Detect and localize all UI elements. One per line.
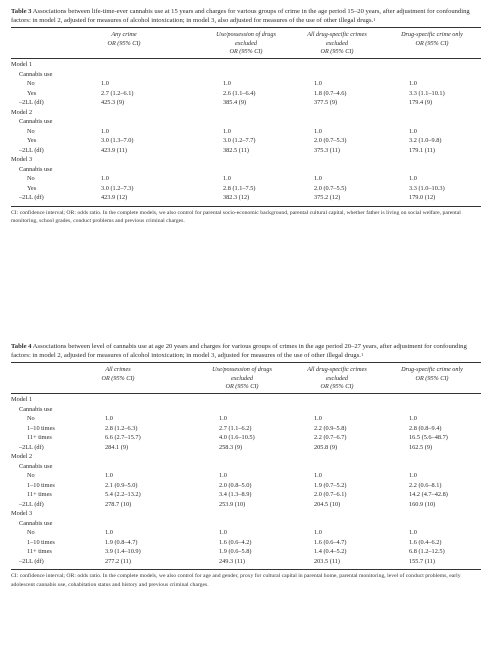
- table-row: [11, 156, 481, 166]
- table-cell: 1.6 (0.4–6.2): [409, 538, 442, 546]
- table-body: [11, 396, 481, 567]
- row-label: No: [27, 529, 35, 537]
- table-cell: 1.0: [409, 415, 417, 423]
- table-row: [11, 71, 481, 81]
- row-label: No: [27, 80, 35, 88]
- column-header: [397, 31, 467, 47]
- table-row: [11, 90, 481, 100]
- row-label: No: [27, 415, 35, 423]
- table-row: [11, 61, 481, 71]
- table-cell: 1.0: [223, 127, 231, 135]
- row-label: Cannabis use: [19, 519, 53, 527]
- table-cell: 1.0: [223, 175, 231, 183]
- table-cell: 1.4 (0.4–5.2): [314, 548, 347, 556]
- table-cell: 2.2 (0.9–5.8): [314, 424, 347, 432]
- row-label: –2LL (df): [19, 99, 44, 107]
- table-cell: 3.0 (1.2–7.7): [223, 137, 256, 145]
- row-label: No: [27, 175, 35, 183]
- column-subtitle: OR (95% CI): [101, 374, 135, 382]
- caption-text: Associations between level of cannabis use at age 20 years and charges for various groups of crimes in the age period 20–27 years, after adjustment for confounding factors: in model 2, adjusted for measures of alcohol intoxication; in model 3, adjusted for measures of the use of other illegal drugs.: [11, 343, 467, 359]
- table-row: [11, 482, 481, 492]
- table-cell: 5.4 (2.2–13.2): [105, 491, 141, 499]
- row-label: Cannabis use: [19, 405, 53, 413]
- footnote-marker: 1: [373, 16, 376, 22]
- table-cell: 2.0 (0.7–5.5): [314, 184, 347, 192]
- table-cell: 2.0 (0.7–6.1): [314, 491, 347, 499]
- row-label: Model 3: [11, 510, 33, 518]
- table-row: [11, 147, 481, 157]
- column-header: [83, 366, 153, 382]
- column-subtitle: OR (95% CI): [107, 39, 141, 47]
- table-row: [11, 501, 481, 511]
- table-cell: 203.5 (11): [314, 557, 340, 565]
- column-title: Any crime: [111, 31, 137, 39]
- table-row: [11, 80, 481, 90]
- table-cell: 253.9 (10): [219, 500, 246, 508]
- table-cell: 375.3 (11): [314, 146, 340, 154]
- row-label: Cannabis use: [19, 462, 53, 470]
- table-cell: 258.3 (9): [219, 443, 243, 451]
- table-row: [11, 185, 481, 195]
- row-label: 11+ times: [27, 548, 52, 556]
- table-cell: 3.9 (1.4–10.9): [105, 548, 141, 556]
- table-caption: [11, 343, 481, 360]
- table-cell: 1.0: [105, 415, 113, 423]
- table-cell: 277.2 (11): [105, 557, 131, 565]
- table-cell: 1.9 (0.7–5.2): [314, 481, 347, 489]
- table-row: [11, 415, 481, 425]
- row-label: 1–10 times: [27, 424, 55, 432]
- row-label: 1–10 times: [27, 481, 55, 489]
- column-subtitle: OR (95% CI): [415, 374, 449, 382]
- row-label: Cannabis use: [19, 165, 53, 173]
- table-row: [11, 510, 481, 520]
- table-cell: 1.0: [105, 472, 113, 480]
- table-cell: 1.0: [101, 127, 109, 135]
- header-rule: [11, 393, 481, 394]
- table-cell: 1.0: [314, 127, 322, 135]
- table-row: [11, 109, 481, 119]
- table-cell: 377.5 (9): [314, 99, 338, 107]
- table-cell: 425.3 (9): [101, 99, 125, 107]
- row-label: Yes: [27, 137, 37, 145]
- table-cell: 155.7 (11): [409, 557, 435, 565]
- table-cell: 2.2 (0.7–6.7): [314, 434, 347, 442]
- table-cell: 1.0: [219, 529, 227, 537]
- table-row: [11, 539, 481, 549]
- column-subtitle: OR (95% CI): [320, 382, 354, 390]
- row-label: Model 2: [11, 453, 33, 461]
- table-cell: 1.0: [314, 472, 322, 480]
- table-row: [11, 472, 481, 482]
- table-row: [11, 137, 481, 147]
- bottom-rule: [11, 569, 481, 570]
- table-row: [11, 434, 481, 444]
- footnote-marker: 1: [360, 351, 364, 357]
- table-cell: 1.0: [314, 415, 322, 423]
- table-cell: 4.0 (1.6–10.5): [219, 434, 255, 442]
- table-cell: 2.8 (0.8–9.4): [409, 424, 442, 432]
- table-row: [11, 444, 481, 454]
- table-cell: 2.1 (0.9–5.0): [105, 481, 138, 489]
- table-cell: 1.0: [219, 415, 227, 423]
- row-label: Model 3: [11, 156, 33, 164]
- table-row: [11, 99, 481, 109]
- table-cell: 1.0: [409, 529, 417, 537]
- table-row: [11, 425, 481, 435]
- table-cell: 385.4 (9): [223, 99, 247, 107]
- table-row: [11, 548, 481, 558]
- table-cell: 1.0: [409, 175, 417, 183]
- column-headers: [11, 365, 481, 391]
- table-cell: 3.4 (1.3–8.9): [219, 491, 252, 499]
- column-header: [207, 366, 277, 391]
- table-body: [11, 61, 481, 204]
- top-rule: [11, 362, 481, 363]
- row-label: –2LL (df): [19, 146, 44, 154]
- table-number: Table 4: [11, 343, 32, 350]
- table-cell: 2.2 (0.6–8.1): [409, 481, 442, 489]
- row-label: 11+ times: [27, 434, 52, 442]
- column-header: [89, 31, 159, 47]
- table-cell: 284.1 (9): [105, 443, 129, 451]
- table-cell: 382.3 (12): [223, 194, 250, 202]
- row-label: No: [27, 472, 35, 480]
- column-header: [397, 366, 467, 382]
- table-cell: 16.5 (5.6–48.7): [409, 434, 448, 442]
- table-caption: [11, 8, 481, 25]
- table-cell: 2.8 (1.1–7.5): [223, 184, 256, 192]
- table-row: [11, 520, 481, 530]
- table-cell: 1.0: [409, 472, 417, 480]
- table-row: [11, 128, 481, 138]
- table-row: [11, 175, 481, 185]
- column-title: Use/possession of drugs excluded: [212, 366, 272, 382]
- table-row: [11, 529, 481, 539]
- caption-text: Associations between life-time-ever cannabis use at 15 years and charges for various groups of crime in the age period 15–20 years, after adjustment for confounding factors: in model 2, adjusted for measures of alcohol intoxication; in model 3, also adjusted for measures of the use of other illegal drugs.: [11, 8, 470, 24]
- column-subtitle: OR (95% CI): [320, 47, 354, 55]
- table-row: [11, 453, 481, 463]
- table-cell: 205.8 (9): [314, 443, 338, 451]
- bottom-rule: [11, 206, 481, 207]
- row-label: Cannabis use: [19, 70, 53, 78]
- footnote-text: CI: confidence interval; OR: odds ratio. In the complete models, we also control for age and gender, proxy for cultural capital in parental home, parental monitoring, level of conduct problems, early adolescent cannabis use, cohabitation status and history and previous criminal charges.: [11, 573, 461, 588]
- row-label: Yes: [27, 89, 37, 97]
- table-cell: 2.0 (0.8–5.0): [219, 481, 252, 489]
- table-cell: 423.9 (12): [101, 194, 128, 202]
- row-label: Cannabis use: [19, 118, 53, 126]
- table-cell: 1.6 (0.6–4.7): [314, 538, 347, 546]
- column-title: Drug-specific crime only: [401, 366, 463, 374]
- table-cell: 1.0: [314, 175, 322, 183]
- table-cell: 1.0: [223, 80, 231, 88]
- table-cell: 6.6 (2.7–15.7): [105, 434, 141, 442]
- row-label: –2LL (df): [19, 443, 44, 451]
- table-cell: 382.5 (11): [223, 146, 249, 154]
- table-cell: 1.6 (0.6–4.2): [219, 538, 252, 546]
- table-cell: 179.1 (11): [409, 146, 435, 154]
- table-cell: 162.5 (9): [409, 443, 433, 451]
- column-subtitle: OR (95% CI): [415, 39, 449, 47]
- table-cell: 1.0: [101, 80, 109, 88]
- table-footnote: [11, 572, 481, 589]
- table-4: [11, 343, 481, 589]
- table-cell: 1.0: [314, 529, 322, 537]
- table-cell: 3.0 (1.3–7.0): [101, 137, 134, 145]
- row-label: 11+ times: [27, 491, 52, 499]
- table-cell: 1.0: [314, 80, 322, 88]
- row-label: No: [27, 127, 35, 135]
- row-label: –2LL (df): [19, 557, 44, 565]
- table-row: [11, 558, 481, 568]
- column-headers: [11, 30, 481, 56]
- table-footnote: [11, 209, 481, 226]
- table-cell: 179.4 (9): [409, 99, 433, 107]
- header-rule: [11, 58, 481, 59]
- column-header: [211, 31, 281, 56]
- table-number: Table 3: [11, 8, 32, 15]
- table-row: [11, 194, 481, 204]
- row-label: –2LL (df): [19, 500, 44, 508]
- table-row: [11, 396, 481, 406]
- column-subtitle: OR (95% CI): [229, 47, 263, 55]
- table-cell: 1.9 (0.6–5.8): [219, 548, 252, 556]
- table-cell: 160.9 (10): [409, 500, 436, 508]
- column-title: Drug-specific crime only: [401, 31, 463, 39]
- table-cell: 179.0 (12): [409, 194, 436, 202]
- table-cell: 2.7 (1.1–6.2): [219, 424, 252, 432]
- table-cell: 3.0 (1.2–7.3): [101, 184, 134, 192]
- table-cell: 14.2 (4.7–42.8): [409, 491, 448, 499]
- table-cell: 278.7 (10): [105, 500, 132, 508]
- column-title: All crimes: [105, 366, 131, 374]
- table-cell: 2.8 (1.2–6.3): [105, 424, 138, 432]
- table-cell: 423.9 (11): [101, 146, 127, 154]
- table-cell: 1.0: [105, 529, 113, 537]
- column-title: Use/possession of drugs excluded: [216, 31, 276, 47]
- table-cell: 3.3 (1.0–10.3): [409, 184, 445, 192]
- top-rule: [11, 27, 481, 28]
- footnote-text: CI: confidence interval; OR: odds ratio. In the complete models, we also control for parental socio-economic background, parental cultural capital, whether father is living on social welfare, parental monitoring, school grades, conduct problems and previous criminal charges.: [11, 209, 461, 225]
- row-label: –2LL (df): [19, 194, 44, 202]
- table-cell: 1.0: [101, 175, 109, 183]
- table-row: [11, 406, 481, 416]
- row-label: Yes: [27, 184, 37, 192]
- table-cell: 1.0: [219, 472, 227, 480]
- table-cell: 1.9 (0.8–4.7): [105, 538, 138, 546]
- table-cell: 2.7 (1.2–6.1): [101, 89, 134, 97]
- column-title: All drug-specific crimes excluded: [307, 31, 367, 47]
- column-title: All drug-specific crimes excluded: [307, 366, 367, 382]
- table-cell: 2.0 (0.7–5.3): [314, 137, 347, 145]
- table-row: [11, 463, 481, 473]
- table-cell: 6.8 (1.2–12.5): [409, 548, 445, 556]
- table-cell: 1.8 (0.7–4.6): [314, 89, 347, 97]
- table-cell: 3.2 (1.0–9.8): [409, 137, 442, 145]
- column-header: [302, 31, 372, 56]
- column-subtitle: OR (95% CI): [225, 382, 259, 390]
- row-label: Model 2: [11, 108, 33, 116]
- table-row: [11, 166, 481, 176]
- table-cell: 3.3 (1.1–10.1): [409, 89, 445, 97]
- table-row: [11, 118, 481, 128]
- table-row: [11, 491, 481, 501]
- row-label: Model 1: [11, 396, 33, 404]
- table-3: [11, 8, 481, 225]
- column-header: [302, 366, 372, 391]
- row-label: Model 1: [11, 61, 33, 69]
- table-cell: 1.0: [409, 127, 417, 135]
- table-cell: 2.6 (1.1–6.4): [223, 89, 256, 97]
- table-cell: 1.0: [409, 80, 417, 88]
- table-cell: 204.5 (10): [314, 500, 341, 508]
- row-label: 1–10 times: [27, 538, 55, 546]
- table-cell: 249.3 (11): [219, 557, 245, 565]
- table-cell: 375.2 (12): [314, 194, 341, 202]
